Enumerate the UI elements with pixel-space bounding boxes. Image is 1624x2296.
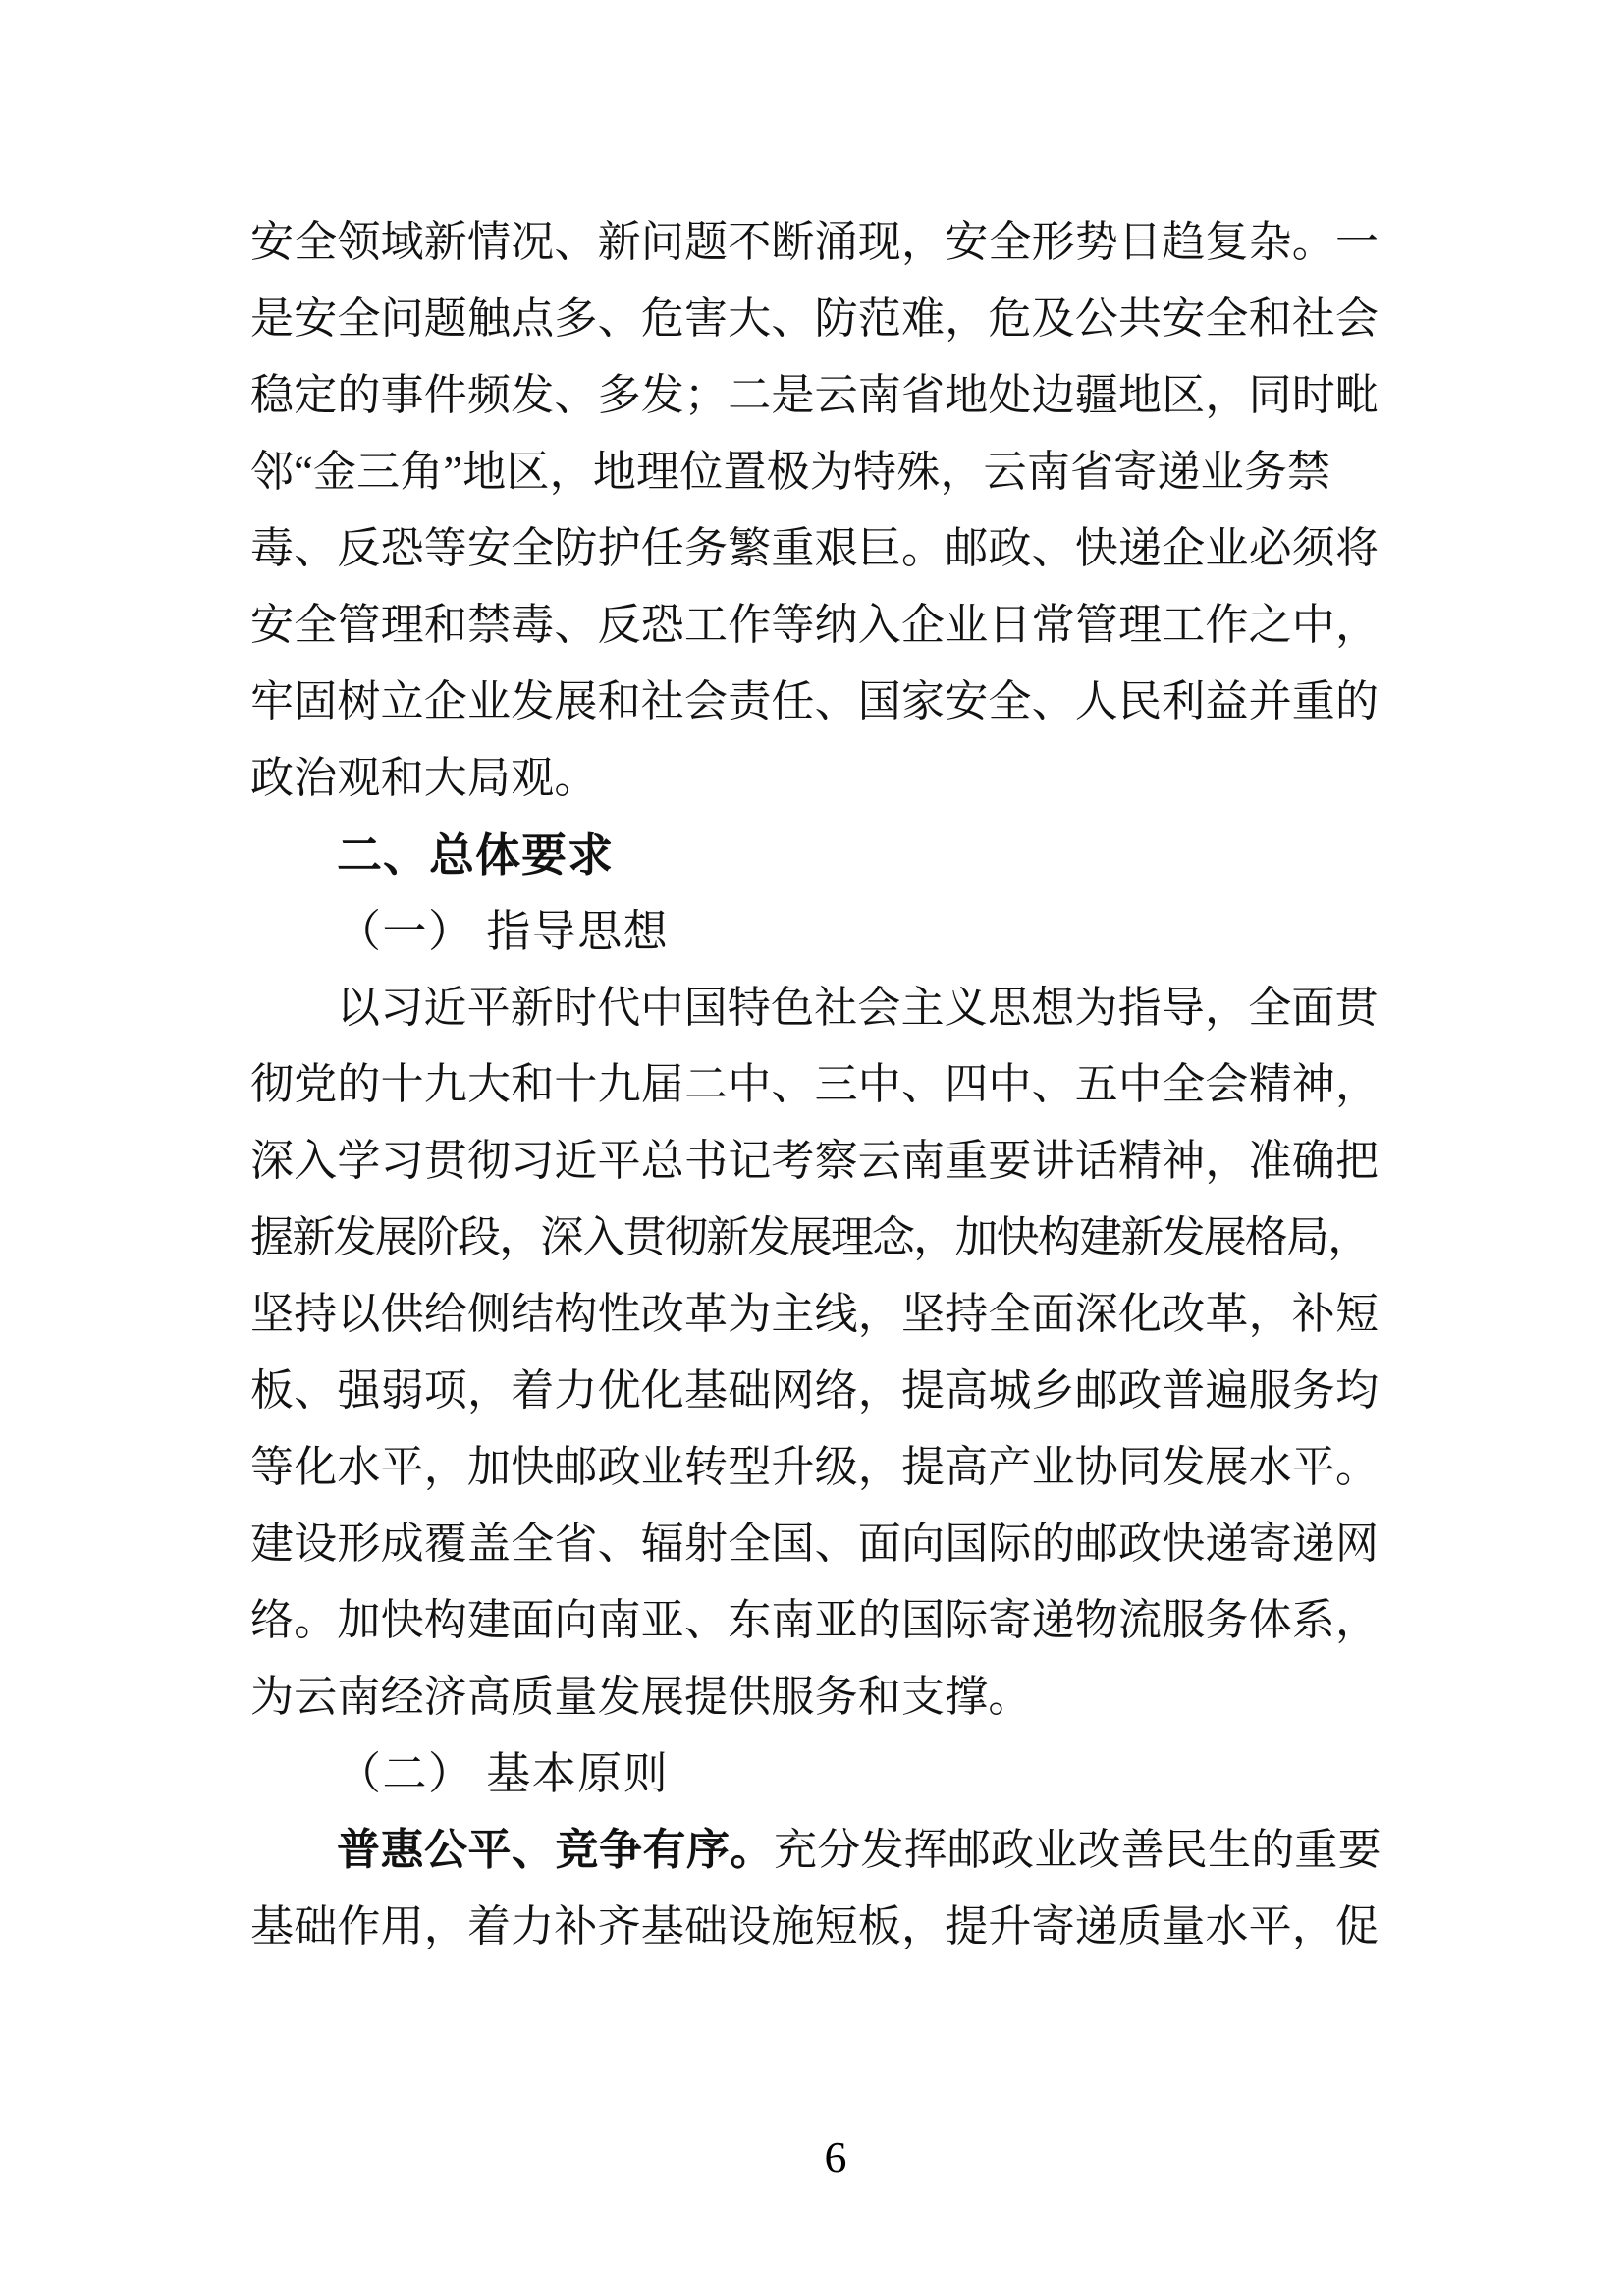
- text-line: [250, 1812, 1389, 1889]
- text-line: 建设形成覆盖全省、辐射全国、面向国际的邮政快递寄递网: [250, 1520, 1380, 1568]
- text-line: 络。加快构建面向南亚、东南亚的国际寄递物流服务体系，: [250, 1596, 1380, 1644]
- text-line: 邻“金三角”地区，地理位置极为特殊，云南省寄递业务禁: [250, 448, 1331, 496]
- page-number: 6: [824, 2132, 847, 2182]
- bold-lead: 普惠公平、竞争有序。: [337, 1826, 774, 1874]
- text-line: 稳定的事件频发、多发；二是云南省地处边疆地区，同时毗: [250, 371, 1380, 419]
- text-line: 安全管理和禁毒、反恐工作等纳入企业日常管理工作之中，: [250, 601, 1380, 649]
- text-line: 等化水平，加快邮政业转型升级，提高产业协同发展水平。: [250, 1443, 1380, 1491]
- text-line: 政治观和大局观。: [250, 754, 598, 802]
- text-line: 为云南经济高质量发展提供服务和支撑。: [250, 1673, 1032, 1721]
- subsection-heading: （二） 基本原则: [337, 1749, 670, 1798]
- text-line: 握新发展阶段，深入贯彻新发展理念，加快构建新发展格局，: [250, 1213, 1370, 1261]
- text-block: [250, 204, 1389, 1965]
- text-line: 是安全问题触点多、危害大、防范难，危及公共安全和社会: [250, 294, 1380, 343]
- text-line: 彻党的十九大和十九届二中、三中、四中、五中全会精神，: [250, 1060, 1380, 1108]
- text-line: 牢固树立企业发展和社会责任、国家安全、人民利益并重的: [250, 677, 1380, 725]
- text-line: 深入学习贯彻习近平总书记考察云南重要讲话精神，准确把: [250, 1137, 1380, 1185]
- section-heading: 二、总体要求: [337, 829, 614, 881]
- text-line: 坚持以供给侧结构性改革为主线，坚持全面深化改革，补短: [250, 1290, 1380, 1338]
- text-line: 安全领域新情况、新问题不断涌现，安全形势日趋复杂。一: [250, 218, 1380, 266]
- subsection-heading: （一） 指导思想: [337, 907, 670, 956]
- text-line: 毒、反恐等安全防护任务繁重艰巨。邮政、快递企业必须将: [250, 524, 1380, 572]
- text-line: 板、强弱项，着力优化基础网络，提高城乡邮政普遍服务均: [250, 1366, 1380, 1415]
- text-line: 基础作用，着力补齐基础设施短板，提升寄递质量水平，促: [250, 1902, 1380, 1950]
- text-line: 以习近平新时代中国特色社会主义思想为指导，全面贯: [337, 984, 1379, 1032]
- text-line-rest: 充分发挥邮政业改善民生的重要: [774, 1826, 1381, 1874]
